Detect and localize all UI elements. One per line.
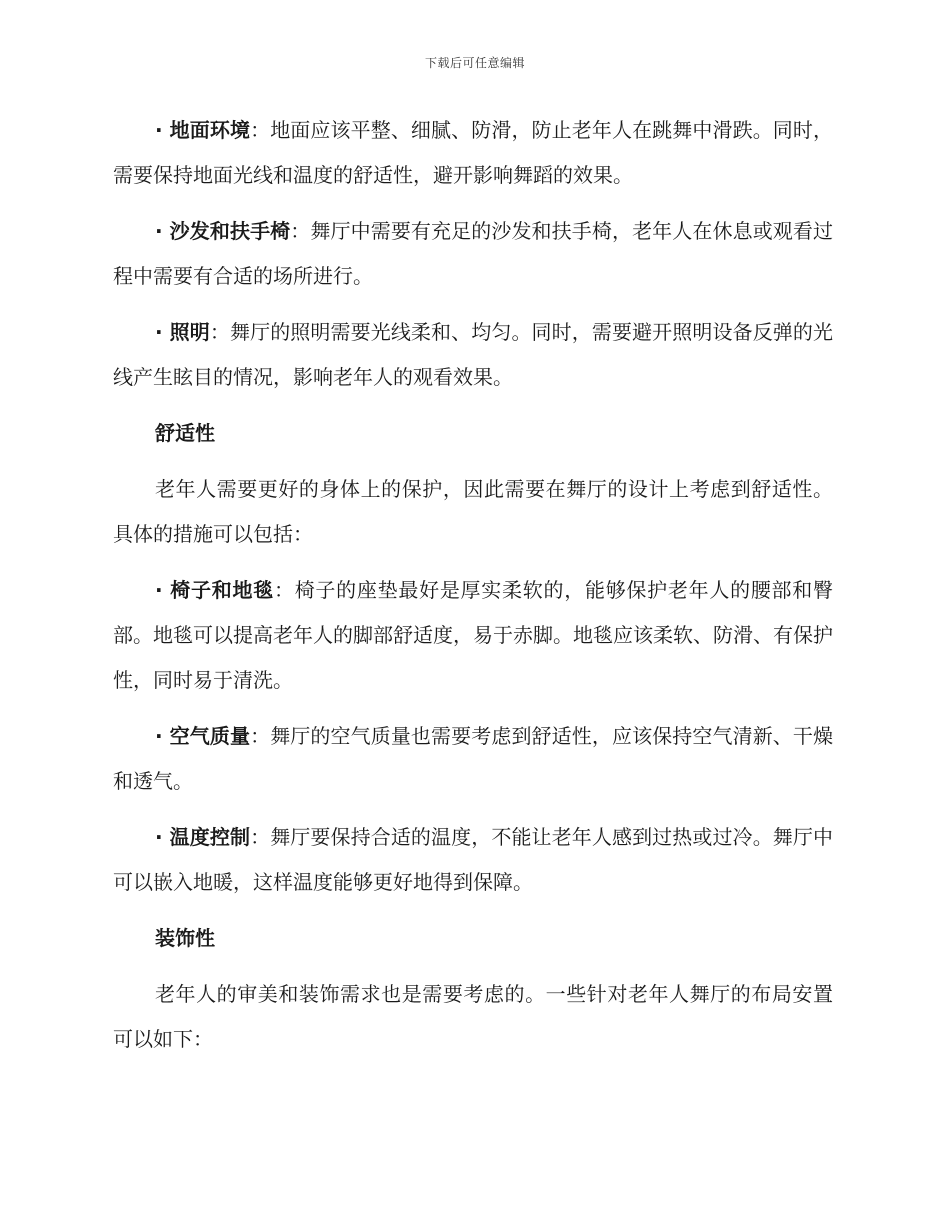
- term-separator: ：: [290, 219, 311, 243]
- bullet-paragraph-chairs-carpet: [113, 568, 833, 703]
- bullet-text: 椅子的座垫最好是厚实柔软的，能够保护老年人的腰部和臀部。地毯可以提高老年人的脚部舒适度，易于赤脚。地毯应该柔软、防滑、有保护性，同时易于清洗。: [113, 578, 834, 692]
- bullet-text: 舞厅要保持合适的温度，不能让老年人感到过热或过冷。舞厅中可以嵌入地暖，这样温度能够更好地得到保障。: [113, 825, 834, 894]
- term-separator: ：: [209, 320, 230, 344]
- body-paragraph-comfort-intro: 老年人需要更好的身体上的保护，因此需要在舞厅的设计上考虑到舒适性。具体的措施可以包括：: [113, 477, 833, 546]
- bullet-term: · 椅子和地毯: [155, 578, 274, 602]
- section-heading-decoration: 装饰性: [155, 926, 215, 950]
- body-paragraph-decoration-intro: 老年人的审美和装饰需求也是需要考虑的。一些针对老年人舞厅的布局安置可以如下：: [113, 982, 833, 1051]
- bullet-term: · 空气质量: [155, 724, 251, 748]
- bullet-term: · 照明: [155, 320, 210, 344]
- bullet-text: 地面应该平整、细腻、防滑，防止老年人在跳舞中滑跌。同时，需要保持地面光线和温度的舒适性，避开影响舞蹈的效果。: [113, 118, 834, 187]
- bullet-text: 舞厅的照明需要光线柔和、均匀。同时，需要避开照明设备反弹的光线产生眩目的情况，影响老年人的观看效果。: [113, 320, 834, 389]
- bullet-paragraph-lighting: [113, 310, 833, 400]
- document-body: [113, 108, 833, 1073]
- term-separator: ：: [273, 578, 295, 602]
- bullet-paragraph-sofa: [113, 209, 833, 299]
- bullet-paragraph-temperature: [113, 815, 833, 905]
- bullet-term: · 地面环境: [155, 118, 251, 142]
- bullet-text: 舞厅的空气质量也需要考虑到舒适性，应该保持空气清新、干燥和透气。: [113, 724, 834, 793]
- bullet-text: 舞厅中需要有充足的沙发和扶手椅，老年人在休息或观看过程中需要有合适的场所进行。: [113, 219, 834, 288]
- term-separator: ：: [250, 118, 271, 142]
- header-note: 下载后可任意编辑: [424, 56, 525, 70]
- bullet-term: · 沙发和扶手椅: [155, 219, 291, 243]
- bullet-paragraph-air-quality: [113, 714, 833, 804]
- term-separator: ：: [250, 825, 271, 849]
- section-heading-comfort: 舒适性: [155, 421, 215, 445]
- bullet-term: · 温度控制: [155, 825, 251, 849]
- term-separator: ：: [250, 724, 271, 748]
- bullet-paragraph-floor: [113, 108, 833, 198]
